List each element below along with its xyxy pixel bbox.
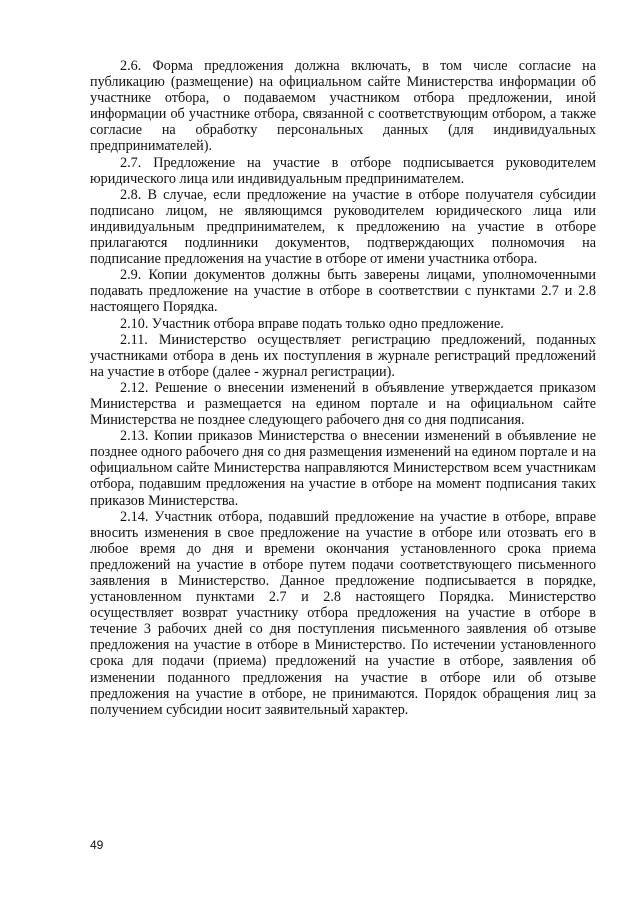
paragraph-2-7: 2.7. Предложение на участие в отборе подписывается руководителем юридического лица или индивидуальным предпринимателем. xyxy=(90,154,596,187)
paragraph-2-13: 2.13. Копии приказов Министерства о внесении изменений в объявление не позднее одного рабочего дня со дня размещения изменений на едином портале и на официальном сайте Министерства направляются Министерством всем участникам отбора, подавшим предложения на участие в отборе на момент подписания таких приказов Министерства. xyxy=(90,428,596,509)
page-number: 49 xyxy=(90,838,104,852)
paragraph-2-10: 2.10. Участник отбора вправе подать только одно предложение. xyxy=(120,315,504,332)
paragraph-2-9: 2.9. Копии документов должны быть заверены лицами, уполномоченными подавать предложение на участие в отборе в соответствии с пунктами 2.7 и 2.8 настоящего Порядка. xyxy=(90,267,596,316)
paragraph-2-8: 2.8. В случае, если предложение на участие в отборе получателя субсидии подписано лицом, не являющимся руководителем юридического лица или индивидуальным предпринимателем, к предложению на участие в отборе прилагаются подлинники документов, подтверждающих полномочия на подписание предложения на участие в отборе от имени участника отбора. xyxy=(90,186,596,268)
paragraph-2-14: 2.14. Участник отбора, подавший предложение на участие в отборе, вправе вносить изменения в свое предложение на участие в отборе или отозвать его в любое время до дня и времени окончания установленного срока приема предложений на участие в отборе путем подачи соответствующего письменного заявления в Министерство. Данное предложение подписывается в порядке, установленном пунктами 2.7 и 2.8 настоящего Порядка. Министерство осуществляет возврат участнику отбора предложения на участие в отборе в течение 3 рабочих дней со дня поступления письменного заявления об отзыве предложения на участие в отборе в Министерство. По истечении установленного срока для подачи (приема) предложений на участие в отборе, заявления об изменении поданного предложения на участие в отборе или об отзыве предложения на участие в отборе, не принимаются. Порядок обращения лиц за получением субсидии носит заявительный характер. xyxy=(90,508,596,718)
paragraph-2-11: 2.11. Министерство осуществляет регистрацию предложений, поданных участниками отбора в день их поступления в журнале регистраций предложений на участие в отборе (далее - журнал регистрации). xyxy=(90,331,596,380)
paragraph-2-6: 2.6. Форма предложения должна включать, в том числе согласие на публикацию (размещение) на официальном сайте Министерства информации об участнике отбора, о подаваемом участником отбора предложении, иной информации об участнике отбора, связанной с соответствующим отбором, а также согласие на обработку персональных данных (для индивидуальных предпринимателей). xyxy=(90,58,596,155)
document-body xyxy=(90,58,596,718)
paragraph-2-12: 2.12. Решение о внесении изменений в объявление утверждается приказом Министерства и размещается на едином портале и на официальном сайте Министерства не позднее следующего рабочего дня со дня подписания. xyxy=(90,379,596,429)
